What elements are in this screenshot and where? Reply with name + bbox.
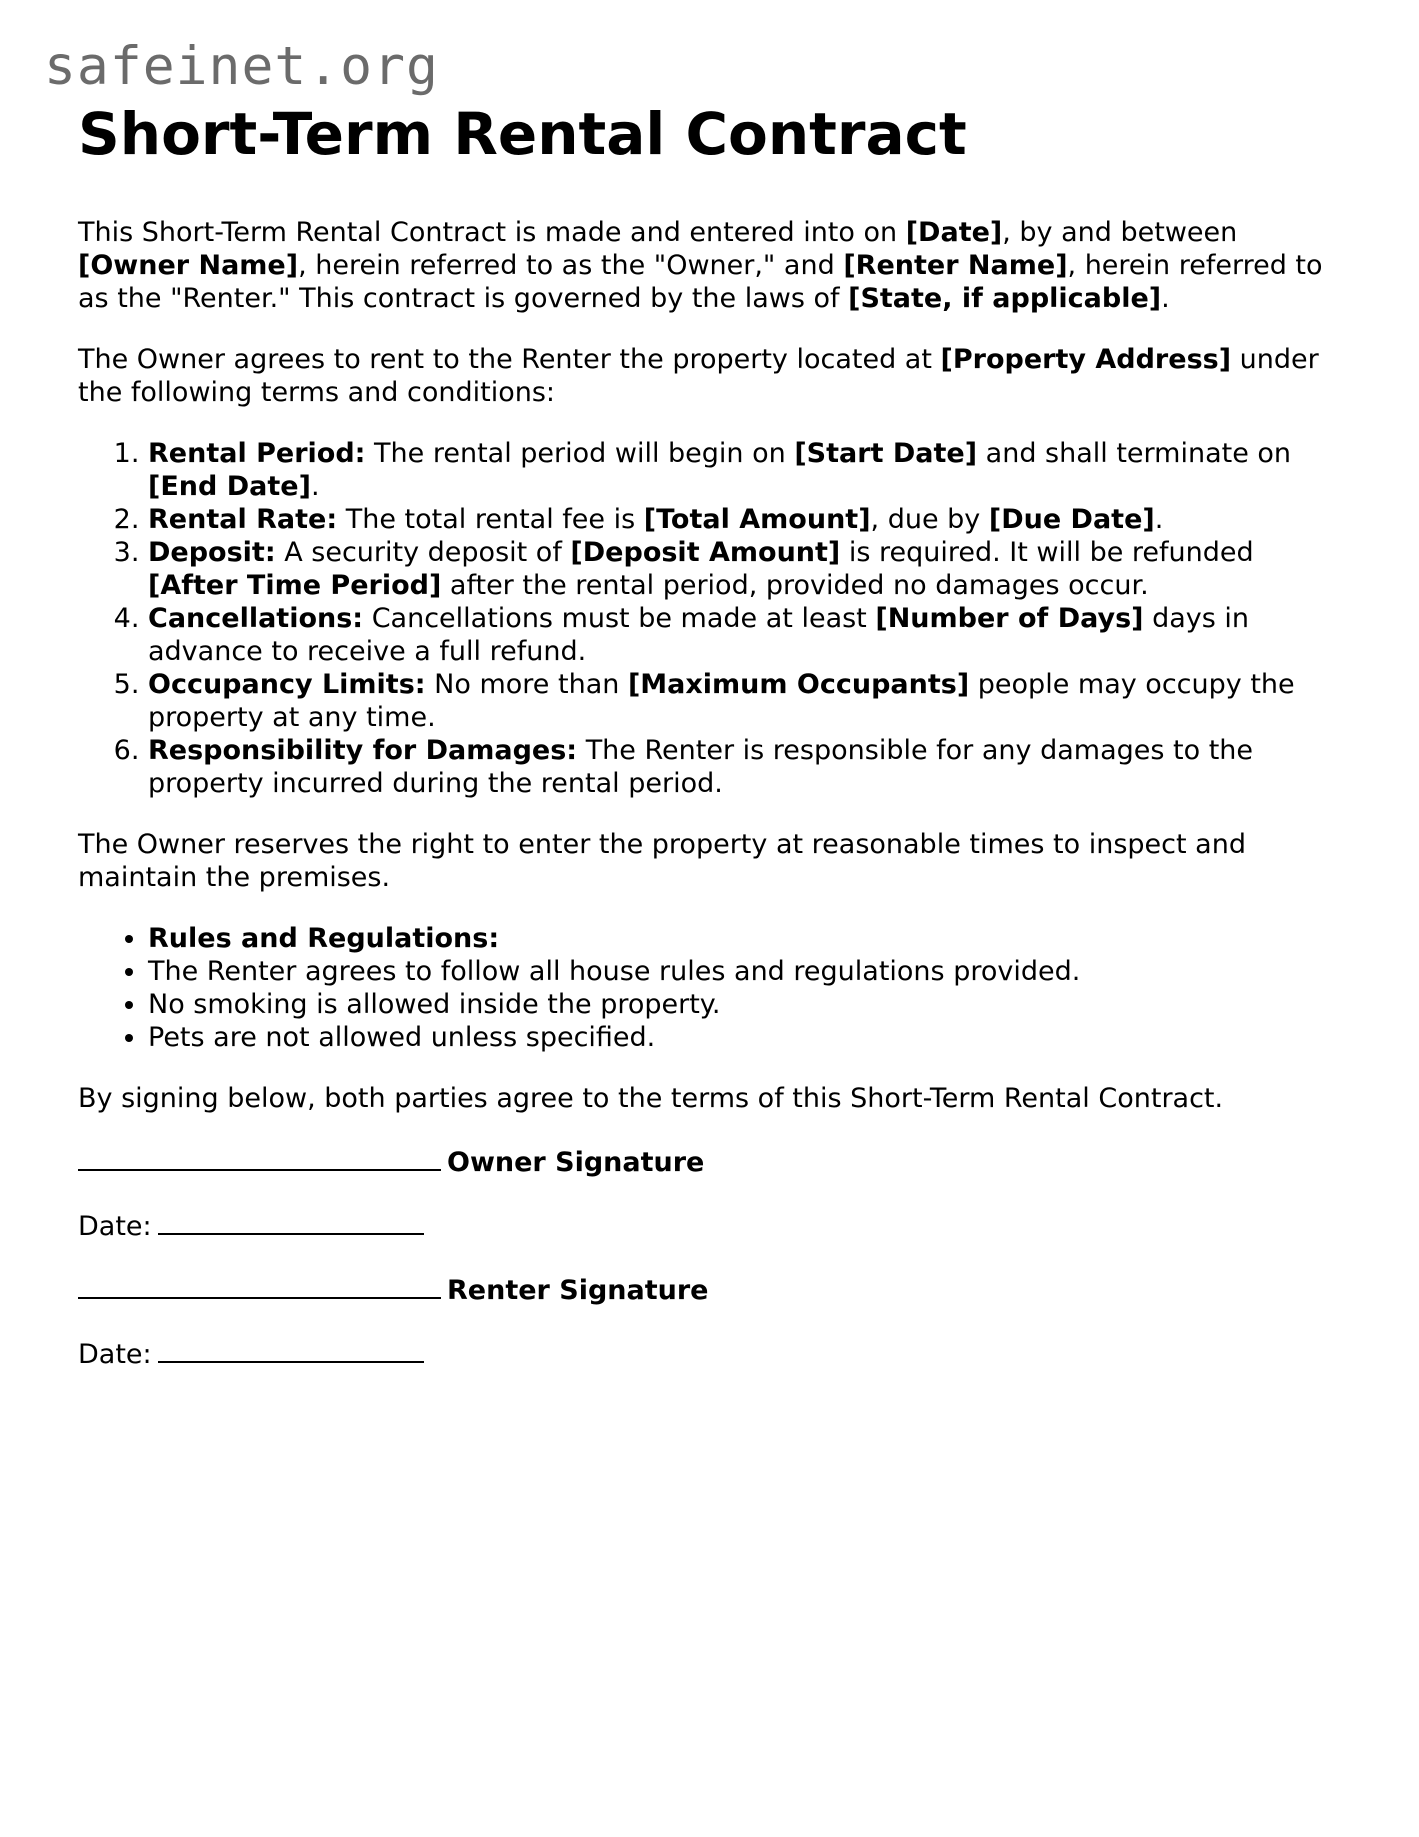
term-text: The rental period will begin on — [365, 438, 795, 469]
placeholder-due-date: [Due Date] — [988, 504, 1155, 535]
term-text: . — [310, 471, 320, 502]
term-occupancy-limits — [148, 668, 1348, 734]
intro-paragraph — [78, 216, 1348, 315]
term-text: . — [1154, 504, 1164, 535]
rules-list — [78, 922, 1348, 1054]
closing-paragraph: By signing below, both parties agree to the terms of this Short-Term Rental Contract. — [78, 1083, 1224, 1114]
placeholder-number-of-days: [Number of Days] — [875, 603, 1144, 634]
term-text: is required. It will be refunded — [840, 537, 1254, 568]
owner-signature-label: Owner Signature — [447, 1147, 705, 1178]
term-label: Cancellations: — [148, 603, 364, 634]
intro-text: This Short-Term Rental Contract is made and entered into on — [78, 217, 906, 248]
placeholder-renter-name: [Renter Name] — [843, 250, 1068, 281]
placeholder-date: [Date] — [905, 217, 1003, 248]
term-deposit — [148, 536, 1348, 602]
term-text: after the rental period, provided no damages occur. — [441, 570, 1149, 601]
term-text: Cancellations must be made at least — [363, 603, 876, 634]
placeholder-start-date: [Start Date] — [794, 438, 978, 469]
term-text: The Renter is responsible for any damages to the property incurred during the rental period. — [148, 735, 1254, 799]
term-responsibility-for-damages — [148, 734, 1348, 800]
placeholder-after-time-period: [After Time Period] — [148, 570, 442, 601]
term-label: Rental Rate: — [148, 504, 338, 535]
watermark-text: safeinet.org — [44, 36, 439, 97]
term-text: A security deposit of — [275, 537, 571, 568]
property-text: under the following terms and conditions: — [78, 344, 1319, 408]
term-text: people may occupy the property at any time. — [148, 669, 1295, 733]
intro-text: , herein referred to as the "Renter." This contract is governed by the laws of — [78, 250, 1323, 314]
intro-text: , by and between — [1002, 217, 1238, 248]
term-text: No more than — [425, 669, 628, 700]
placeholder-maximum-occupants: [Maximum Occupants] — [627, 669, 970, 700]
rule-item: • Pets are not allowed unless specified. — [148, 1021, 1348, 1054]
owner-date-label: Date: — [78, 1211, 152, 1242]
term-label: Rental Period: — [148, 438, 366, 469]
term-text: and shall terminate on — [977, 438, 1292, 469]
renter-signature-blank[interactable] — [78, 1271, 441, 1299]
renter-date-blank[interactable] — [158, 1335, 424, 1363]
owner-signature-blank[interactable] — [78, 1143, 441, 1171]
term-label: Responsibility for Damages: — [148, 735, 578, 766]
rules-heading-label: Rules and Regulations: — [148, 923, 500, 954]
placeholder-total-amount: [Total Amount] — [643, 504, 871, 535]
renter-date-label: Date: — [78, 1339, 152, 1370]
term-cancellations — [148, 602, 1348, 668]
owner-signature-line — [78, 1143, 1348, 1179]
term-text: , due by — [870, 504, 989, 535]
term-rental-rate — [148, 503, 1348, 536]
term-text: The total rental fee is — [337, 504, 644, 535]
placeholder-owner-name: [Owner Name] — [78, 250, 299, 281]
term-rental-period — [148, 437, 1348, 503]
rule-item: • No smoking is allowed inside the property. — [148, 988, 1348, 1021]
property-text: The Owner agrees to rent to the Renter the property located at — [78, 344, 941, 375]
contract-document — [78, 96, 1348, 1399]
intro-text: . — [1161, 283, 1170, 314]
placeholder-deposit-amount: [Deposit Amount] — [570, 537, 841, 568]
term-label: Deposit: — [148, 537, 276, 568]
intro-text: , herein referred to as the "Owner," and — [298, 250, 844, 281]
renter-date-line — [78, 1335, 1348, 1371]
renter-signature-line — [78, 1271, 1348, 1307]
property-paragraph — [78, 343, 1348, 409]
document-title: Short-Term Rental Contract — [78, 100, 967, 168]
inspection-paragraph: The Owner reserves the right to enter the property at reasonable times to inspect and maintain the premises. — [78, 829, 1246, 893]
rules-heading — [148, 922, 1348, 955]
placeholder-state: [State, if applicable] — [848, 283, 1162, 314]
term-text: days in advance to receive a full refund. — [148, 603, 1250, 667]
owner-date-line — [78, 1207, 1348, 1243]
placeholder-property-address: [Property Address] — [940, 344, 1232, 375]
placeholder-end-date: [End Date] — [148, 471, 311, 502]
rule-item: • The Renter agrees to follow all house rules and regulations provided. — [148, 955, 1348, 988]
terms-list — [78, 437, 1348, 800]
renter-signature-label: Renter Signature — [447, 1275, 709, 1306]
term-label: Occupancy Limits: — [148, 669, 426, 700]
owner-date-blank[interactable] — [158, 1207, 424, 1235]
